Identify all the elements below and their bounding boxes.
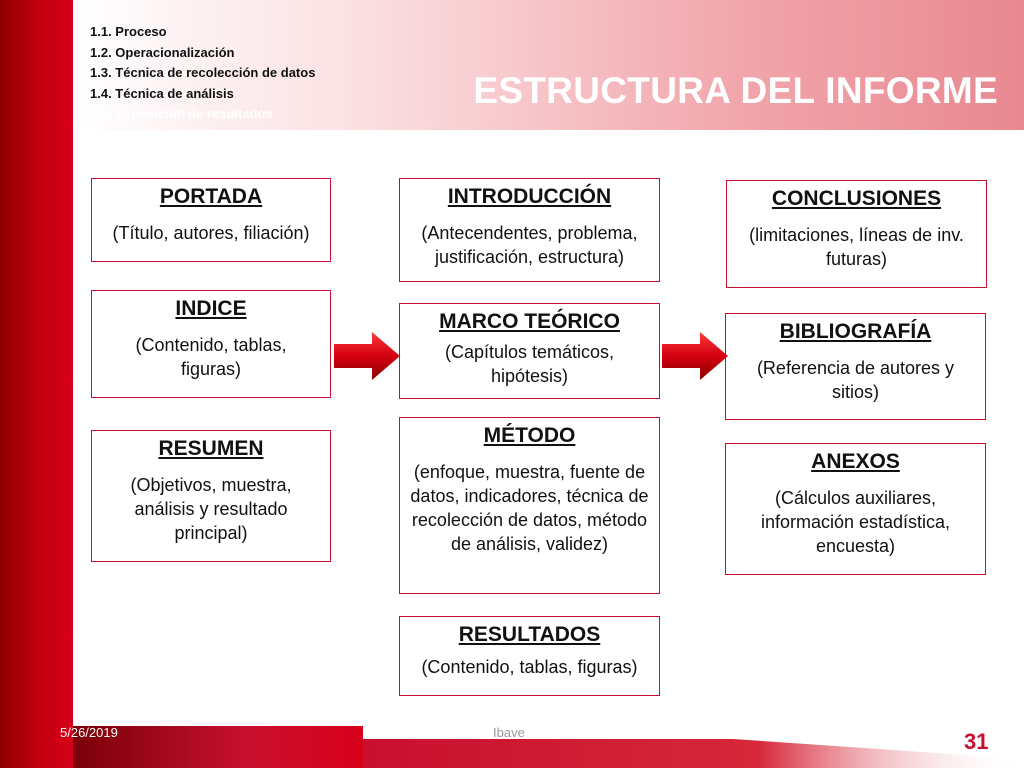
toc-item: 1.4. Técnica de análisis bbox=[90, 85, 234, 101]
box-title: MARCO TEÓRICO bbox=[439, 310, 620, 333]
box-description: (Referencia de autores y sitios) bbox=[756, 358, 955, 402]
box-metodo bbox=[399, 417, 660, 594]
box-introduccion bbox=[399, 178, 660, 282]
slide-title: ESTRUCTURA DEL INFORME bbox=[473, 70, 998, 111]
box-description: (Contenido, tablas, figuras) bbox=[135, 335, 287, 379]
box-title: CONCLUSIONES bbox=[771, 187, 942, 210]
box-title: RESUMEN bbox=[158, 437, 264, 460]
box-title: BIBLIOGRAFÍA bbox=[779, 320, 932, 343]
box-description: (Objetivos, muestra, análisis y resultado principal) bbox=[130, 475, 292, 543]
page-number: 31 bbox=[964, 729, 989, 754]
box-title: MÉTODO bbox=[483, 424, 576, 447]
box-anexos bbox=[725, 443, 986, 575]
toc-item: 1.1. Proceso bbox=[90, 24, 167, 39]
box-conclusiones bbox=[726, 180, 987, 288]
box-portada bbox=[91, 178, 331, 262]
slide-author: Ibave bbox=[493, 725, 525, 740]
box-title: PORTADA bbox=[159, 185, 263, 208]
box-title: INTRODUCCIÓN bbox=[447, 185, 612, 208]
toc-item: 1.3. Técnica de recolección de datos bbox=[90, 65, 316, 80]
box-description: (enfoque, muestra, fuente de datos, indicadores, técnica de recolección de datos, método de análisis, validez) bbox=[410, 462, 649, 554]
box-description: (limitaciones, líneas de inv. futuras) bbox=[749, 225, 964, 269]
right-arrow-icon bbox=[332, 330, 402, 382]
box-description: (Antecendentes, problema, justificación, estructura) bbox=[421, 223, 638, 267]
toc-item: 1.2. Operacionalización bbox=[90, 44, 235, 60]
box-resultados bbox=[399, 616, 660, 696]
section-toc bbox=[90, 22, 315, 125]
box-resumen bbox=[91, 430, 331, 562]
box-title: INDICE bbox=[175, 297, 247, 320]
footer-band bbox=[363, 739, 1024, 768]
box-title: RESULTADOS bbox=[458, 623, 601, 646]
box-description: (Capítulos temáticos, hipótesis) bbox=[444, 342, 615, 386]
slide-date: 5/26/2019 bbox=[60, 725, 118, 740]
box-indice bbox=[91, 290, 331, 398]
left-accent-bar bbox=[0, 0, 73, 768]
box-bibliografia bbox=[725, 313, 986, 420]
box-title: ANEXOS bbox=[811, 450, 900, 473]
box-description: (Contenido, tablas, figuras) bbox=[421, 657, 638, 677]
right-arrow-icon bbox=[660, 330, 730, 382]
box-description: (Título, autores, filiación) bbox=[112, 223, 310, 243]
box-description: (Cálculos auxiliares, información estadística, encuesta) bbox=[760, 488, 951, 556]
toc-item-active: 1.5. Exposición de resultados bbox=[90, 106, 273, 121]
box-marco-teorico bbox=[399, 303, 660, 399]
